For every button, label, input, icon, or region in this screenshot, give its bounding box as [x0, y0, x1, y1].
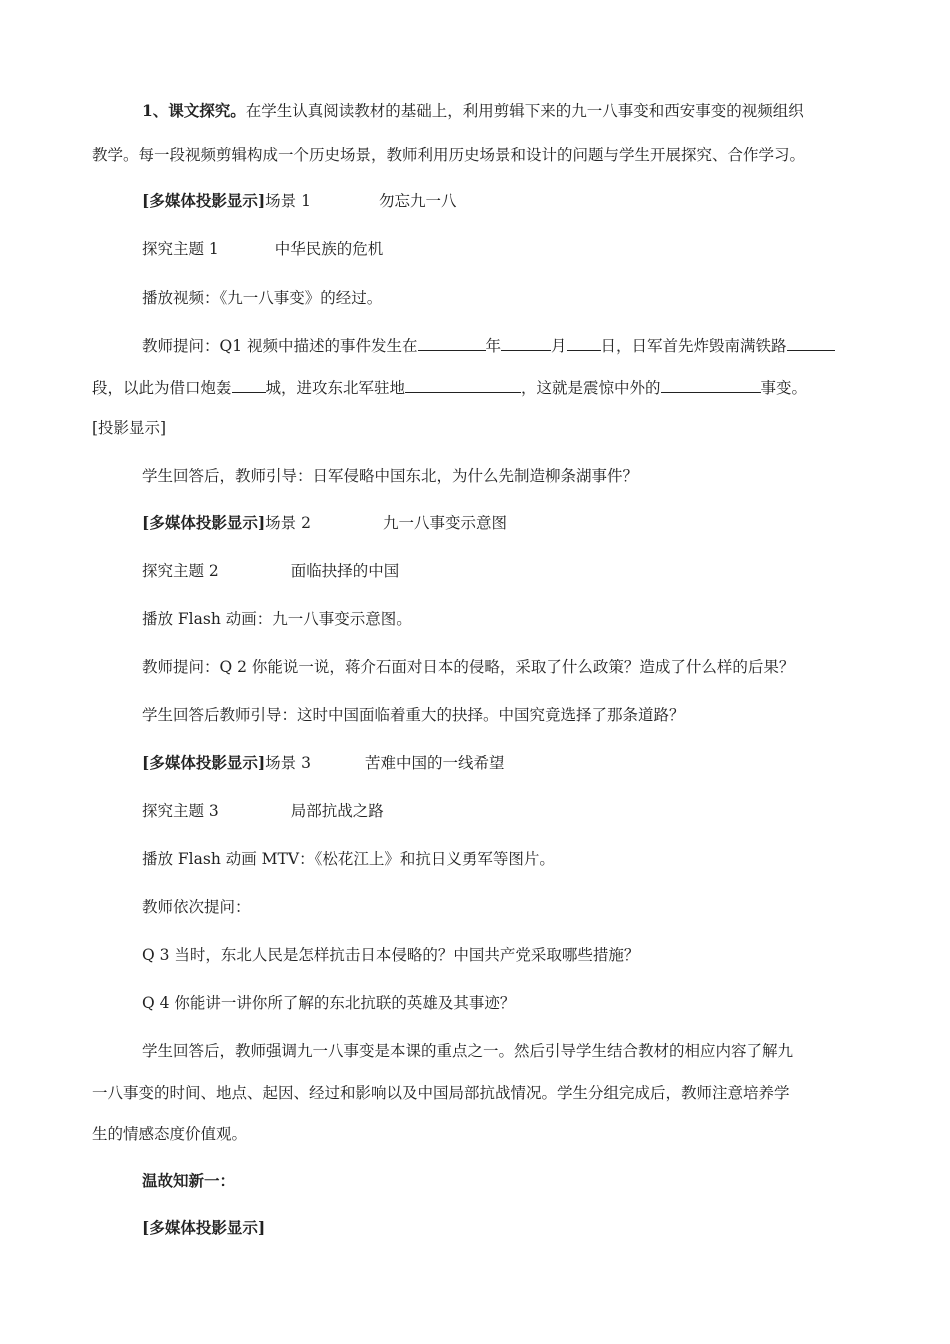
scene-title: 九一八事变示意图 — [382, 514, 507, 532]
question-text: 段，以此为借口炮轰 — [92, 379, 232, 397]
question-text: 日，日军首先炸毁南满铁路 — [600, 337, 787, 355]
section-heading: 1、课文探究。 — [142, 101, 246, 120]
topic-label: 探究主题 1 — [142, 240, 219, 258]
question-text: 事变。 — [760, 379, 808, 397]
scene2-header — [142, 513, 507, 533]
fill-blank — [232, 378, 266, 393]
scene1-play: 播放视频：《九一八事变》的经过。 — [142, 289, 383, 307]
scene2-topic — [142, 561, 399, 581]
fill-blank — [567, 336, 601, 351]
fill-blank — [418, 336, 486, 351]
summary-line-1: 学生回答后，教师强调九一八事变是本课的重点之一。然后引导学生结合教材的相应内容了解九 — [142, 1042, 794, 1060]
scene1-guide: 学生回答后，教师引导：日军侵略中国东北，为什么先制造柳条湖事件？ — [142, 467, 639, 485]
scene1-question-line-1 — [142, 336, 835, 356]
scene-label: 场景 2 — [265, 514, 311, 532]
review-projection-tag: [多媒体投影显示] — [142, 1218, 266, 1237]
question-text: ，这就是震惊中外的 — [521, 379, 661, 397]
projection-note: [投影显示] — [92, 419, 167, 437]
topic-title: 中华民族的危机 — [274, 240, 384, 258]
summary-line-2: 一八事变的时间、地点、起因、经过和影响以及中国局部抗战情况。学生分组完成后，教师注意培养学 — [92, 1084, 790, 1102]
scene2-question: 教师提问：Q 2 你能说一说，蒋介石面对日本的侵略，采取了什么政策？造成了什么样的后果？ — [142, 658, 795, 676]
question-text: 教师提问：Q1 视频中描述的事件发生在 — [142, 337, 418, 355]
scene2-guide: 学生回答后教师引导：这时中国面临着重大的抉择。中国究竟选择了那条道路？ — [142, 706, 685, 724]
scene3-header — [142, 753, 504, 773]
scene3-q3: Q 3 当时，东北人民是怎样抗击日本侵略的？中国共产党采取哪些措施？ — [142, 946, 640, 964]
scene1-question-line-2 — [92, 378, 807, 398]
fill-blank — [501, 336, 551, 351]
projection-tag: [多媒体投影显示] — [142, 513, 266, 532]
scene-label: 场景 3 — [265, 754, 311, 772]
scene1-header — [142, 191, 456, 211]
scene3-ask: 教师依次提问： — [142, 898, 251, 916]
fill-blank — [405, 378, 521, 393]
scene1-topic — [142, 239, 383, 259]
scene-title: 勿忘九一八 — [378, 192, 457, 210]
intro-text: 在学生认真阅读教材的基础上，利用剪辑下来的九一八事变和西安事变的视频组织 — [245, 102, 804, 120]
topic-label: 探究主题 2 — [142, 562, 219, 580]
intro-line-2: 教学。每一段视频剪辑构成一个历史场景，教师利用历史场景和设计的问题与学生开展探究、合作学习。 — [92, 146, 806, 164]
projection-tag: [多媒体投影显示] — [142, 191, 266, 210]
intro-line-1 — [142, 101, 804, 121]
scene3-topic — [142, 801, 384, 821]
fill-blank — [661, 378, 761, 393]
projection-tag: [多媒体投影显示] — [142, 753, 266, 772]
summary-line-3: 生的情感态度价值观。 — [92, 1125, 248, 1143]
question-text: 年 — [485, 337, 502, 355]
question-text: 月 — [551, 337, 567, 355]
scene2-play: 播放 Flash 动画：九一八事变示意图。 — [142, 610, 412, 628]
review-heading: 温故知新一： — [142, 1171, 236, 1190]
scene-title: 苦难中国的一线希望 — [364, 754, 505, 772]
fill-blank — [787, 336, 835, 351]
topic-label: 探究主题 3 — [142, 802, 219, 820]
question-text: 城，进攻东北军驻地 — [265, 379, 406, 397]
scene3-q4: Q 4 你能讲一讲你所了解的东北抗联的英雄及其事迹？ — [142, 994, 516, 1012]
topic-title: 局部抗战之路 — [290, 802, 384, 820]
topic-title: 面临抉择的中国 — [290, 562, 400, 580]
scene3-play: 播放 Flash 动画 MTV：《松花江上》和抗日义勇军等图片。 — [142, 850, 555, 868]
scene-label: 场景 1 — [265, 192, 311, 210]
